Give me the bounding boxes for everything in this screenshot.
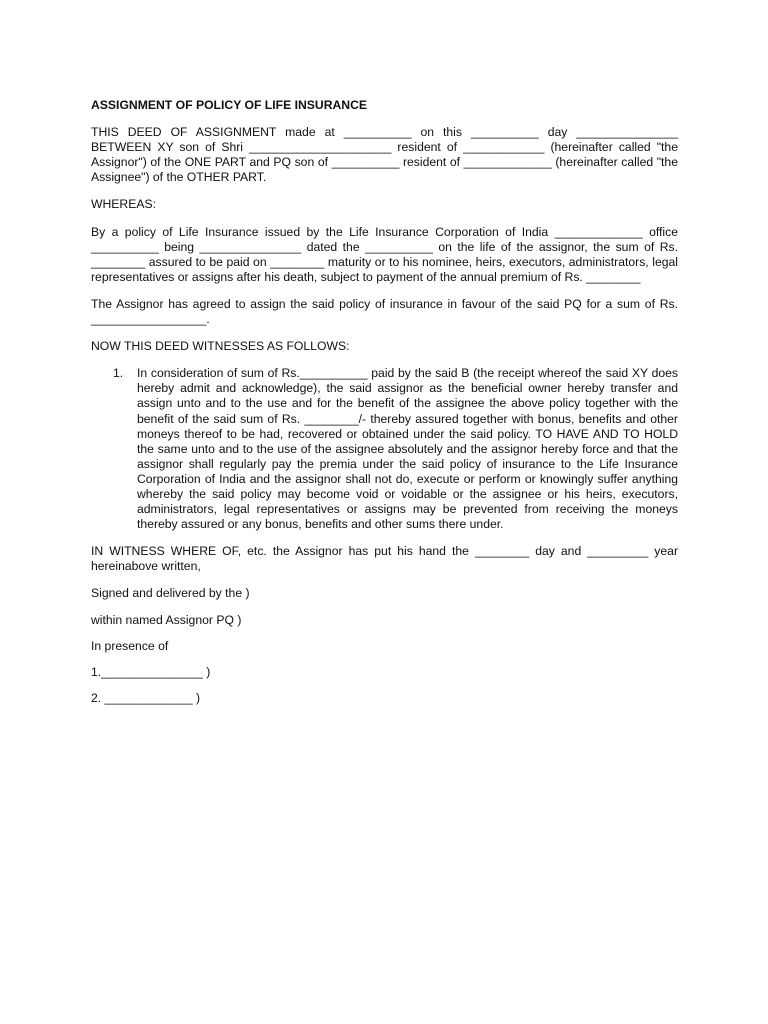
- witness-signature-2: 2. _____________ ): [91, 690, 201, 705]
- witness-signature-1: 1._______________ ): [91, 664, 211, 679]
- list-item: [91, 366, 678, 532]
- document-page: [91, 98, 678, 717]
- signed-line: Signed and delivered by the ): [91, 586, 250, 601]
- witnesses-heading: NOW THIS DEED WITNESSES AS FOLLOWS:: [91, 339, 350, 354]
- parties-paragraph: THIS DEED OF ASSIGNMENT made at __________ on this __________ day _______________ BETWEEN XY son of Shri _____________________ resident of ____________ (hereinafter called "the Assignor") of the ONE PART and PQ son of __________ resident of _____________ (hereinafter called "the Assignee") of the OTHER PART.: [91, 125, 678, 185]
- policy-paragraph: By a policy of Life Insurance issued by the Life Insurance Corporation of India _____________ office __________ being _______________ dated the __________ on the life of the assignor, the sum of Rs. ________ assured to be paid on ________ maturity or to his nominee, heirs, executors, administrators, legal representatives or assigns after his death, subject to payment of the annual premium of Rs. ________: [91, 224, 678, 284]
- clauses-list: [91, 366, 678, 532]
- whereas-heading: WHEREAS:: [91, 197, 157, 212]
- witness-paragraph: IN WITNESS WHERE OF, etc. the Assignor has put his hand the ________ day and _________ year hereinabove written,: [91, 544, 678, 574]
- agreement-paragraph: The Assignor has agreed to assign the said policy of insurance in favour of the said PQ for a sum of Rs. _________________.: [91, 296, 678, 327]
- assignor-line: within named Assignor PQ ): [91, 612, 242, 627]
- clause-text: In consideration of sum of Rs.__________ paid by the said B (the receipt whereof the said XY does hereby admit and acknowledge), the said assignor as the beneficial owner hereby transfer and assign unto and to the use and for the benefit of the assignee the above policy together with the benefit of the said sum of Rs. ________/- thereby assured together with bonus, benefits and other moneys thereof to be had, recovered or obtained under the said policy. TO HAVE AND TO HOLD the same unto and to the use of the assignee absolutely and the assignor hereby force and that the assignor shall regularly pay the premia under the said policy of insurance to the Life Insurance Corporation of India and the assignor shall not do, execute or perform or knowingly suffer anything whereby the said policy may become void or voidable or the assignee or his heirs, executors, administrators, legal representatives or assigns may be prevented from receiving the moneys thereby assured or any bonus, benefits and other sums there under.: [137, 366, 678, 532]
- presence-line: In presence of: [91, 638, 169, 653]
- document-title: ASSIGNMENT OF POLICY OF LIFE INSURANCE: [91, 98, 368, 112]
- clause-number: 1.: [113, 366, 124, 381]
